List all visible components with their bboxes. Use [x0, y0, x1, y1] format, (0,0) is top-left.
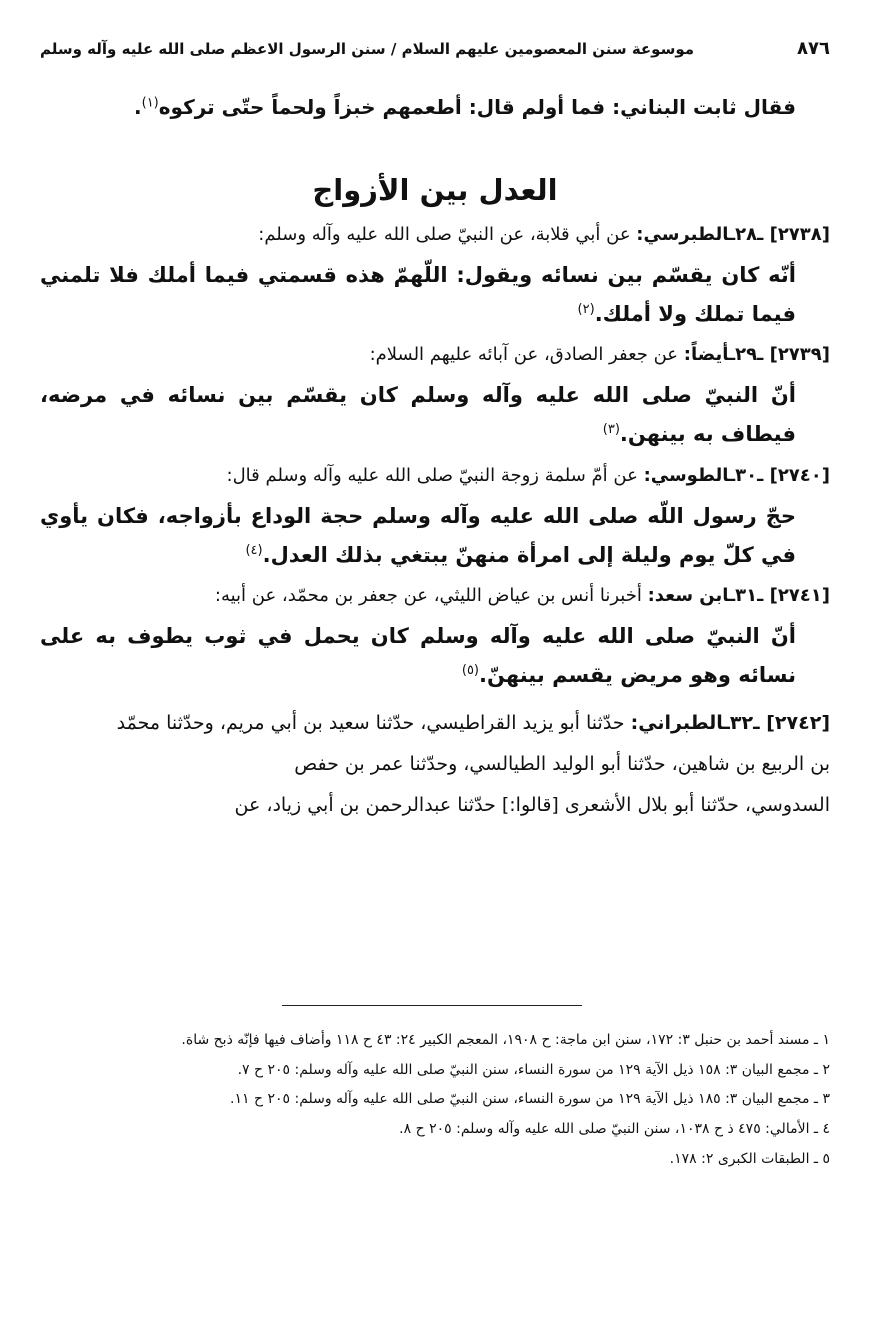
main-text — [40, 92, 830, 825]
hadith-chain-line: السدوسي، حدّثنا أبو بلال الأشعرى [قالوا:] حدّثنا عبدالرحمن بن أبي زياد، عن — [234, 793, 830, 816]
running-title: موسوعة سنن المعصومين عليهم السلام / سنن الرسول الاعظم صلى الله عليه وآله وسلم — [40, 40, 695, 58]
footnote: ٥ ـ الطبقات الكبرى ٢: ١٧٨. — [669, 1150, 830, 1167]
hadith-text — [40, 497, 830, 575]
hadith-entry — [40, 462, 830, 574]
hadith-header — [40, 582, 830, 611]
footnotes — [40, 1030, 830, 1178]
footnote-ref-3: (٣) — [602, 422, 620, 438]
hadith-number: [٢٧٤٢] ـ٣٢ـ — [723, 711, 830, 734]
hadith-number: [٢٧٤٠] ـ٣٠ـ — [729, 464, 830, 486]
hadith-header — [40, 221, 830, 250]
hadith-chain: عن أمّ سلمة زوجة النبيّ صلى الله عليه وآله وسلم قال: — [226, 464, 638, 486]
hadith-entry — [40, 221, 830, 333]
hadith-entry — [40, 582, 830, 694]
chain-line: حدّثنا أبو يزيد القراطيسي، حدّثنا سعيد بن أبي مريم، وحدّثنا محمّد — [116, 711, 625, 734]
hadith-header — [40, 462, 830, 491]
hadith-body: أنّ النبيّ صلى الله عليه وآله وسلم كان يقسّم بين نسائه في مرضه، فيطاف به بينهن. — [40, 383, 796, 447]
hadith-number: [٢٧٣٩] ـ٢٩ـ — [729, 344, 830, 366]
hadith-entry — [40, 341, 830, 453]
hadith-body: أنّه كان يقسّم بين نسائه ويقول: اللّهمّ هذه قسمتي فيما أملك فلا تلمني فيما تملك ولا أملك. — [40, 262, 796, 326]
hadith-source: الطبرسي: — [636, 224, 730, 245]
hadith-source: الطوسي: — [643, 464, 730, 486]
footnote-ref-2: (٢) — [577, 301, 595, 317]
footnote-divider — [282, 1005, 582, 1006]
hadith-number: [٢٧٣٨] ـ٢٨ـ — [729, 224, 830, 245]
opening-line: فقال ثابت البناني: فما أولم قال: أطعمهم خبزاً ولحماً حتّى تركوه$^{(١)}$. — [134, 95, 796, 119]
hadith-text — [40, 376, 830, 454]
hadith-chain: أخبرنا أنس بن عياض الليثي، عن جعفر بن محمّد، عن أبيه: — [214, 585, 642, 607]
hadith-source: الطبراني: — [630, 711, 724, 734]
hadith-header — [40, 341, 830, 370]
hadith-number: [٢٧٤١] ـ٣١ـ — [729, 585, 830, 607]
footnote-ref-5: (٥) — [461, 663, 479, 679]
opening-line-text: فقال ثابت البناني: فما أولم قال: أطعمهم خبزاً ولحماً حتّى تركوه — [158, 95, 796, 119]
hadith-source: ابن سعد: — [647, 585, 730, 607]
hadith-text — [40, 617, 830, 695]
footnote-ref-4: (٤) — [245, 542, 263, 558]
hadith-chain: عن جعفر الصادق، عن آبائه عليهم السلام: — [369, 344, 679, 366]
footnote: ٢ ـ مجمع البيان ٣: ١٥٨ ذيل الآية ١٢٩ من سورة النساء، سنن النبيّ صلى الله عليه وآله وسلم: ٢٠٥ ح ٧. — [237, 1061, 830, 1078]
hadith-chain-line — [40, 703, 830, 744]
section-title: العدل بين الأزواج — [312, 173, 558, 207]
hadith-source: أيضاً: — [683, 344, 730, 366]
hadith-chain: عن أبي قلابة، عن النبيّ صلى الله عليه وآله وسلم: — [258, 224, 631, 245]
page-header — [40, 38, 830, 68]
hadith-body: أنّ النبيّ صلى الله عليه وآله وسلم كان يحمل في ثوب يطوف به على نسائه وهو مريض يقسم بينهنّ. — [40, 624, 796, 688]
page-number: ٨٧٦ — [797, 38, 830, 59]
footnote: ١ ـ مسند أحمد بن حنبل ٣: ١٧٢، سنن ابن ماجة: ح ١٩٠٨، المعجم الكبير ٢٤: ٤٣ ح ١١٨ وأضاف فيها فإنّه ذبح شاة. — [181, 1032, 830, 1048]
footnote: ٤ ـ الأمالي: ٤٧٥ ذ ح ١٠٣٨، سنن النبيّ صلى الله عليه وآله وسلم: ٢٠٥ ح ٨. — [399, 1121, 830, 1138]
hadith-body: حجّ رسول اللّه صلى الله عليه وآله وسلم حجة الوداع بأزواجه، فكان يأوي في كلّ يوم وليلة إلى امرأة منهنّ يبتغي بذلك العدل. — [40, 503, 796, 567]
footnote: ٣ ـ مجمع البيان ٣: ١٨٥ ذيل الآية ١٢٩ من سورة النساء، سنن النبيّ صلى الله عليه وآله وسلم: ٢٠٥ ح ١١. — [230, 1091, 830, 1108]
hadith-entry — [40, 703, 830, 826]
footnote-ref-1: (١) — [141, 95, 159, 111]
hadith-chain-line: بن الربيع بن شاهين، حدّثنا أبو الوليد الطيالسي، وحدّثنا عمر بن حفص — [294, 752, 830, 775]
hadith-text — [40, 256, 830, 334]
